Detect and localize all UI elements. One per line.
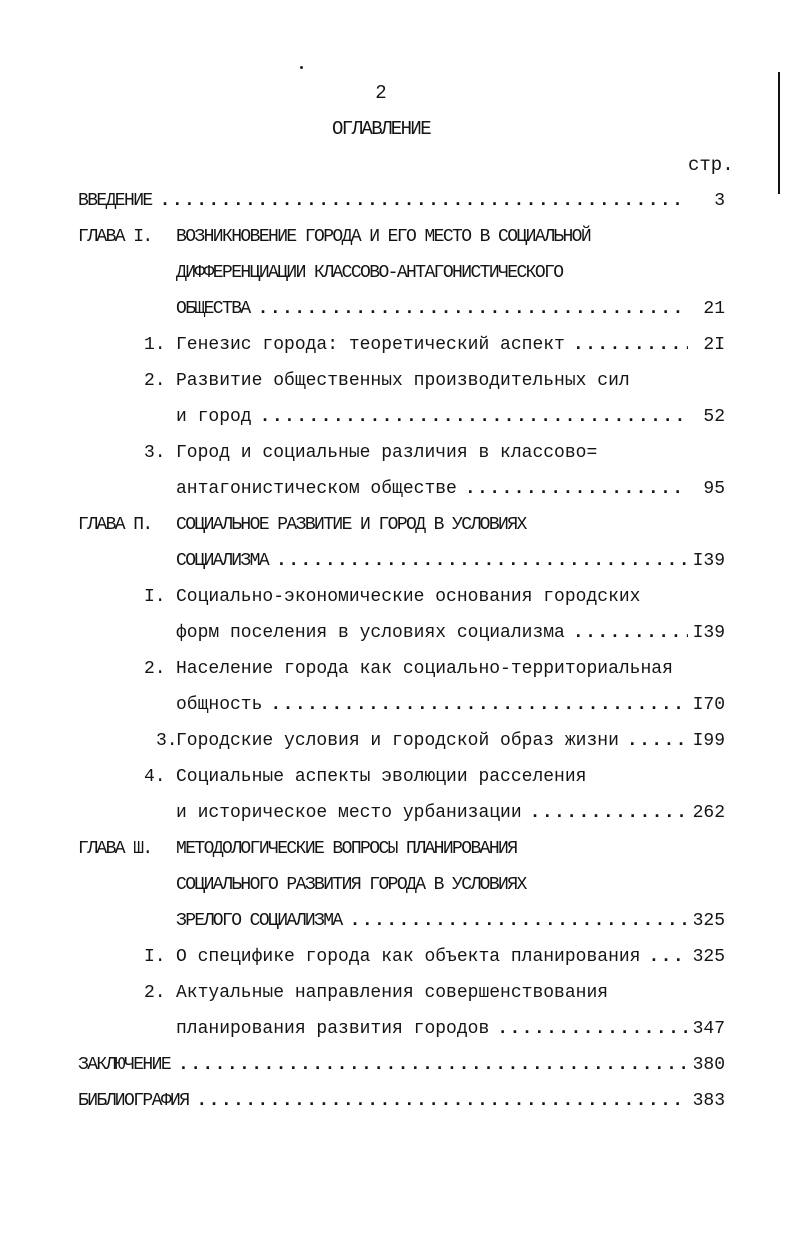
toc-entry-title: ВВЕДЕНИЕ <box>78 191 152 211</box>
section-title-line: форм поселения в условиях социализма <box>176 623 565 643</box>
section-title-line[interactable]: Население города как социально-территориальная <box>176 659 673 679</box>
toc-entry-title: ЗАКЛЮЧЕНИЕ <box>78 1055 171 1075</box>
toc-entry-section-2-2[interactable] <box>176 692 688 718</box>
leader-dots <box>258 296 688 322</box>
toc-page-number: 325 <box>692 911 725 931</box>
leader-dots <box>260 404 688 430</box>
toc-page-number: I39 <box>692 551 725 571</box>
section-title: О специфике города как объекта планирования <box>176 947 641 967</box>
section-number: 2. <box>144 983 166 1003</box>
toc-page-number: 52 <box>703 407 725 427</box>
leader-dots <box>465 476 688 502</box>
chapter-title-line[interactable]: СОЦИАЛЬНОГО РАЗВИТИЯ ГОРОДА В УСЛОВИЯХ <box>176 875 526 895</box>
toc-page-number: 95 <box>703 479 725 499</box>
chapter-title-line: ЗРЕЛОГО СОЦИАЛИЗМА <box>176 911 342 931</box>
leader-dots <box>627 728 688 754</box>
page-column-label: стр. <box>688 154 734 176</box>
toc-entry-section-2-1[interactable] <box>176 620 688 646</box>
section-number: 2. <box>144 371 166 391</box>
leader-dots <box>196 1088 688 1114</box>
section-number: 1. <box>144 335 166 355</box>
toc-entry-section-1-2[interactable] <box>176 404 688 430</box>
toc-entry-chapter-2[interactable] <box>176 548 688 574</box>
section-title-line[interactable]: Актуальные направления совершенствования <box>176 983 609 1003</box>
section-number: 4. <box>144 767 166 787</box>
section-title-line: и историческое место урбанизации <box>176 803 522 823</box>
toc-page-number: 262 <box>692 803 725 823</box>
section-title-line[interactable]: Город и социальные различия в классово= <box>176 443 598 463</box>
section-title-line[interactable]: Социальные аспекты эволюции расселения <box>176 767 587 787</box>
toc-entry-conclusion[interactable] <box>78 1052 688 1078</box>
chapter-label: ГЛАВА Ш. <box>78 839 152 859</box>
page-number: 2 <box>375 82 387 104</box>
toc-page-number: I70 <box>692 695 725 715</box>
toc-entry-title: БИБЛИОГРАФИЯ <box>78 1091 189 1111</box>
leader-dots <box>350 908 688 934</box>
leader-dots <box>178 1052 688 1078</box>
toc-page-number: 2I <box>703 335 725 355</box>
toc-entry-section-2-3[interactable] <box>176 728 688 754</box>
section-number: I. <box>144 587 166 607</box>
section-title-line[interactable]: Развитие общественных производительных сил <box>176 371 630 391</box>
leader-dots <box>497 1016 688 1042</box>
section-number: 3. <box>156 731 178 751</box>
section-number: 3. <box>144 443 166 463</box>
leader-dots <box>573 620 688 646</box>
toc-page-number: 380 <box>692 1055 725 1075</box>
leader-dots <box>648 944 688 970</box>
leader-dots <box>270 692 688 718</box>
chapter-title-line[interactable]: ВОЗНИКНОВЕНИЕ ГОРОДА И ЕГО МЕСТО В СОЦИАЛЬНОЙ <box>176 227 591 247</box>
toc-page-number: I99 <box>692 731 725 751</box>
leader-dots <box>530 800 688 826</box>
scan-edge-line <box>778 72 780 194</box>
toc-entry-section-1-1[interactable] <box>176 332 688 358</box>
section-title: Городские условия и городской образ жизни <box>176 731 619 751</box>
toc-title: ОГЛАВЛЕНИЕ <box>331 118 431 140</box>
toc-page-number: 21 <box>703 299 725 319</box>
toc-entry-section-3-2[interactable] <box>176 1016 688 1042</box>
toc-entry-section-3-1[interactable] <box>176 944 688 970</box>
toc-page-number: 383 <box>692 1091 725 1111</box>
toc-page-number: 325 <box>692 947 725 967</box>
toc-entry-intro[interactable] <box>78 188 688 214</box>
section-title-line[interactable]: Социально-экономические основания городских <box>176 587 641 607</box>
toc-page-number: 3 <box>714 191 725 211</box>
section-title-line: общность <box>176 695 263 715</box>
section-title-line: антагонистическом обществе <box>176 479 457 499</box>
toc-page-number: I39 <box>692 623 725 643</box>
section-number: 2. <box>144 659 166 679</box>
section-title-line: планирования развития городов <box>176 1019 490 1039</box>
chapter-title-line: ОБЩЕСТВА <box>176 299 250 319</box>
toc-entry-chapter-1[interactable] <box>176 296 688 322</box>
section-number: I. <box>144 947 166 967</box>
chapter-title-line[interactable]: СОЦИАЛЬНОЕ РАЗВИТИЕ И ГОРОД В УСЛОВИЯХ <box>176 515 526 535</box>
section-title-line: и город <box>176 407 252 427</box>
toc-entry-chapter-3[interactable] <box>176 908 688 934</box>
leader-dots <box>573 332 688 358</box>
chapter-title-line[interactable]: ДИФФЕРЕНЦИАЦИИ КЛАССОВО-АНТАГОНИСТИЧЕСКОГО <box>176 263 563 283</box>
toc-entry-section-2-4[interactable] <box>176 800 688 826</box>
toc-page-number: 347 <box>692 1019 725 1039</box>
toc-entry-section-1-3[interactable] <box>176 476 688 502</box>
section-title: Генезис города: теоретический аспект <box>176 335 565 355</box>
chapter-label: ГЛАВА П. <box>78 515 152 535</box>
leader-dots <box>276 548 688 574</box>
scan-speck <box>300 66 303 69</box>
chapter-label: ГЛАВА I. <box>78 227 152 247</box>
toc-entry-bibliography[interactable] <box>78 1088 688 1114</box>
chapter-title-line: СОЦИАЛИЗМА <box>176 551 269 571</box>
chapter-title-line[interactable]: МЕТОДОЛОГИЧЕСКИЕ ВОПРОСЫ ПЛАНИРОВАНИЯ <box>176 839 517 859</box>
leader-dots <box>160 188 688 214</box>
